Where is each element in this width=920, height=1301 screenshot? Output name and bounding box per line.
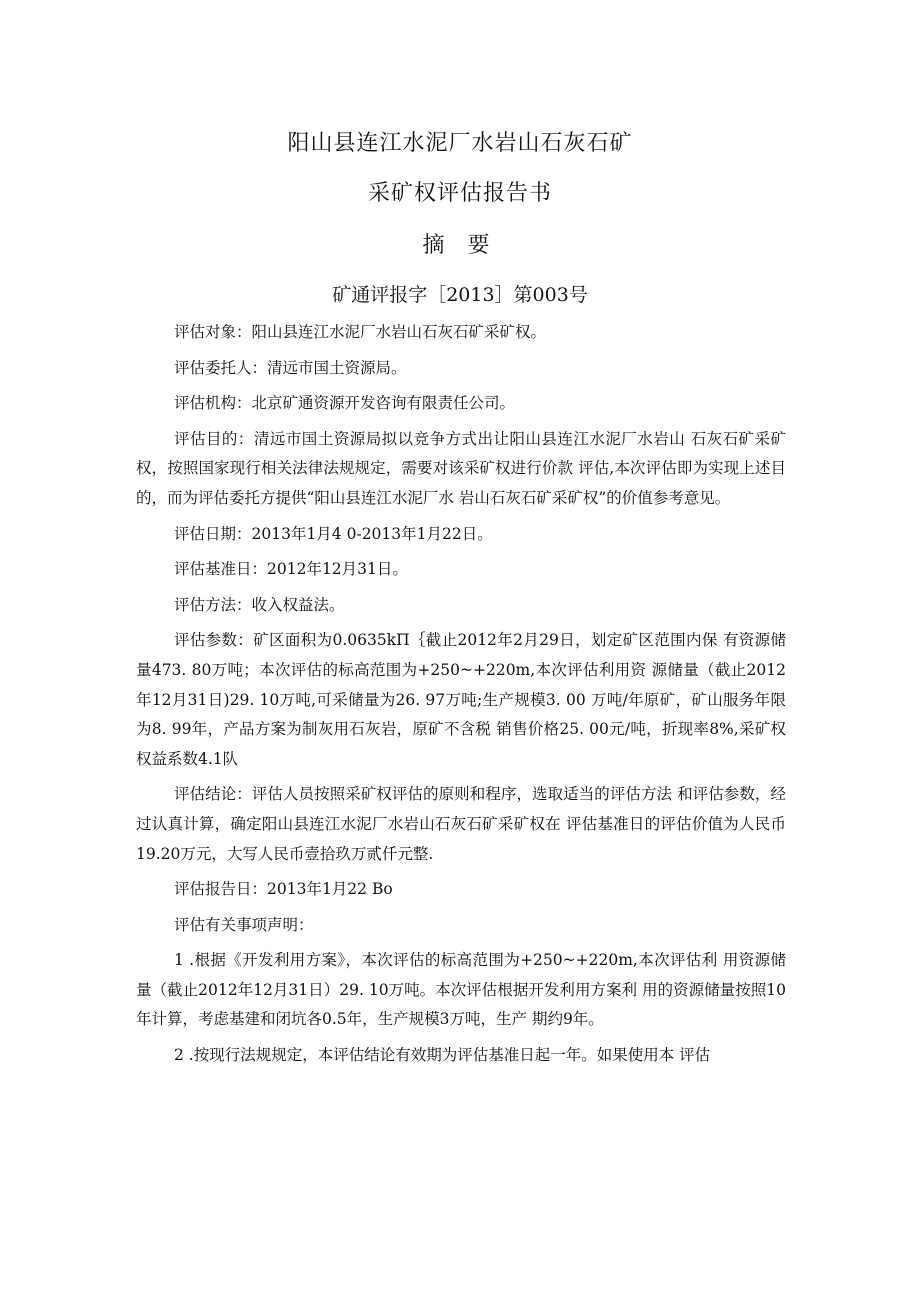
paragraph-method: 评估方法：收入权益法。 bbox=[174, 595, 345, 614]
paragraph-agency: 评估机构：北京矿通资源开发咨询有限责任公司。 bbox=[174, 394, 516, 413]
paragraph-client: 评估委托人：清远市国土资源局。 bbox=[174, 358, 407, 377]
abstract-body bbox=[136, 318, 786, 1071]
paragraph-conclusion: 评估结论：评估人员按照采矿权评估的原则和程序，选取适当的评估方法 和评估参数，经过认真计算，确定阳山县连江水泥厂水岩山石灰石矿采矿权在 评估基准日的评估价值为人民币19.20万元，大写人民币壹拾玖万贰仟元整. bbox=[136, 785, 786, 863]
paragraph-statement-1: 1 .根据《开发利用方案》，本次评估的标高范围为+250~+220m,本次评估利 用资源储量（截止2012年12月31日）29. 10万吨。本次评估根据开发利用方案利 用的资源储量按照10年计算，考虑基建和闭坑各0.5年，生产规模3万吨，生产 期约9年。 bbox=[136, 951, 786, 1029]
paragraph-date: 评估日期：2013年1月4 0-2013年1月22日。 bbox=[174, 524, 493, 543]
abstract-heading: 摘 要 bbox=[422, 233, 498, 258]
report-title-line2: 采矿权评估报告书 bbox=[367, 181, 552, 206]
paragraph-evaluation-object: 评估对象：阳山县连江水泥厂水岩山石灰石矿采矿权。 bbox=[174, 323, 547, 341]
paragraph-statement-heading: 评估有关事项声明： bbox=[174, 915, 314, 934]
paragraph-base-date: 评估基准日：2012年12月31日。 bbox=[174, 560, 408, 579]
paragraph-statement-2: 2 .按现行法规规定，本评估结论有效期为评估基准日起一年。如果使用本 评估 bbox=[174, 1046, 711, 1065]
document-number: 矿通评报字［2013］第003号 bbox=[332, 284, 588, 306]
paragraph-report-date: 评估报告日：2013年1月22 Bo bbox=[174, 880, 393, 899]
report-title-line1: 阳山县连江水泥厂水岩山石灰石矿 bbox=[287, 131, 633, 156]
paragraph-purpose: 评估目的：清远市国土资源局拟以竞争方式出让阳山县连江水泥厂水岩山 石灰石矿采矿权，按照国家现行相关法律法规规定，需要对该采矿权进行价款 评估,本次评估即为实现上述目的，而为评估委托方提供“阳山县连江水泥厂水 岩山石灰石矿采矿权”的价值参考意见。 bbox=[136, 429, 786, 507]
paragraph-parameters: 评估参数：矿区面积为0.0635kΠ｛截止2012年2月29日，划定矿区范围内保 有资源储量473. 80万吨；本次评估的标高范围为+250~+220m,本次评估利用资 源储量（截止2012年12月31日)29. 10万吨,可采储量为26. 97万吨;生产规模3. 00 万吨/年原矿，矿山服务年限为8. 99年，产品方案为制灰用石灰岩，原矿不含税 销售价格25. 00元/吨，折现率8%,采矿权权益系数4.1队 bbox=[136, 631, 786, 768]
